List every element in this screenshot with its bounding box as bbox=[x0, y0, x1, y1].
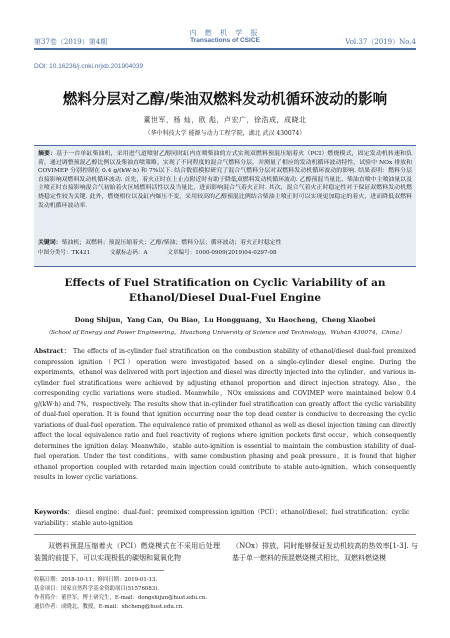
journal-name-cn: 内 燃 机 学 报 bbox=[189, 29, 261, 37]
abstract-box-cn bbox=[34, 145, 416, 267]
body-text-right: （NOx）排放，同时能够保证发动机较高的热效率[1-3]. 与基于单一燃料的预混燃烧模式相比，双燃料燃烧模 bbox=[232, 542, 418, 562]
volume-issue-cn: 第37卷（2019）第4期 bbox=[34, 38, 108, 46]
footnote-rule bbox=[34, 570, 164, 571]
abstract-text-cn: 基于一台单缸柴油机，采用进气道喷射乙醇同时缸内直喷柴油的方式实现双燃料预混压缩着火（PCI）燃烧模式，固定发动机转速和负荷，通过调整预混乙醇比例以及柴油直喷策略，实现了不同程度的混合气燃料分层，并测量了相应的发动机循环波动特性，试验中 NOx 排放和 COVIMEP 分别控制在 0.4 g/(kW·h) 和 7%以下. 结合数值模拟研究了混合气燃料分层对双燃料发动机循环波动的影响. 结果表明：燃料分层直接影响双燃料发动机循环波动. 首先，着火正时在上止点附近时有助于降低双燃料发动机循环波动. 乙醇预混当量比、柴油直喷中主喷油量以及主喷正时直接影响混合气初始着火区域燃料活性以及当量比，进而影响混合气着火正时. 其次，混合气着火正时稳定性对于保证双燃料发动机燃烧稳定性较为关键. 此外，燃烧相位以及缸内爆压不变，采用较高的乙醇预混比例结合柴油主喷正时可以实现更加稳定的着火，进而降低双燃料发动机循环波动率. bbox=[38, 151, 413, 209]
keywords-text-en: diesel engine；dual-fuel；premixed compression ignition（PCI）；ethanol/diesel；fuel stratification；cyclic variability；stable auto-ignition bbox=[34, 509, 410, 527]
volume-issue-en: Vol.37（2019）No.4 bbox=[345, 38, 416, 46]
keywords-label-cn: 关键词： bbox=[38, 239, 62, 246]
doi[interactable]: DOI: 10.16236/j.cnki.nrjxb.201904039 bbox=[34, 63, 144, 70]
keywords-text-cn: 柴油机；双燃料；预混压缩着火；乙醇/柴油；燃料分层；循环波动；着火正时稳定性 bbox=[61, 240, 282, 246]
abstract-text-en: The effects of in-cylinder fuel stratification on the combustion stability of ethanol/diesel dual-fuel premixed compression ignition（PCI）operation were investigated based on a single-cylinder diesel engine. During the experiments，ethanol was delivered with port injection and diesel was directly injected into the cylinder，and various in-cylinder fuel stratifications were achieved by adjusting ethanol proportion and direct injection strategy. Also，the corresponding cyclic variations were studied. Meanwhile，NOx emissions and COVIMEP were maintained below 0.4 g/(kW·h) and 7%，respectively. The results show that in-cylinder fuel stratification can greatly affect the cyclic variability of dual-fuel operation. It is found that ignition occurring near the top dead center is conducive to decreasing the cyclic variations of dual-fuel operation. The equivalence ratio of premixed ethanol as well as diesel injection timing can directly affect the local equivalence ratio and fuel reactivity of regions where ignition pockets first occur，which consequently determines the ignition delay. Meanwhile，stable auto-ignition is essential to maintain the combustion stability of dual-fuel operation. Under the test conditions，with same combustion phasing and peak pressure，it is found that higher ethanol proportion coupled with retarded main injection could contribute to stable auto-ignition，which consequently results in lower cyclic variations. bbox=[34, 348, 416, 481]
paper-title-en: Effects of Fuel Stratification on Cyclic Variability of an Ethanol/Diesel Dual-Fuel Engine bbox=[64, 277, 386, 304]
keywords-cn bbox=[38, 239, 412, 247]
abstract-cn bbox=[38, 150, 412, 210]
article-number: 文章编号：1000-0909(2019)04-0297-08 bbox=[167, 250, 277, 256]
footnote-corresponding: 通信作者：成晓北，教授，E-mail：xbcheng@hust.edu.cn. bbox=[34, 604, 184, 610]
affiliation-cn: （华中科技大学 能源与动力工程学院，湖北 武汉 430074） bbox=[144, 130, 306, 137]
keywords-label-en: Keywords： bbox=[34, 509, 74, 516]
journal-name-en: Transactions of CSICE bbox=[190, 37, 260, 44]
footnote-author: 作者简介：董世军，博士研究生，E-mail：dongshijun@hust.edu.cn. bbox=[34, 595, 208, 601]
classification-line bbox=[38, 249, 412, 257]
affiliation-en: （School of Energy and Power Engineering，Huazhong University of Science and Technology，Wuhan 430074，China） bbox=[45, 330, 405, 336]
journal-header bbox=[34, 6, 416, 50]
header-rule bbox=[34, 48, 416, 50]
abstract-label-cn: 摘要： bbox=[38, 150, 57, 157]
authors-en: Dong Shijun，Yang Can，Ou Biao，Lu Hongguang，Xu Haocheng，Cheng Xiaobei bbox=[74, 316, 376, 324]
abstract-en bbox=[34, 347, 416, 484]
keywords-en bbox=[34, 508, 416, 529]
clc-number: 中图分类号：TK421 bbox=[38, 250, 91, 256]
authors-cn: 董世军，杨 灿，欧 彪，卢宏广，徐浩成，成晓北 bbox=[143, 116, 307, 124]
abstract-label-en: Abstract： bbox=[34, 348, 71, 355]
document-code: 文献标志码：A bbox=[109, 250, 148, 256]
section-rule bbox=[34, 534, 416, 535]
footnotes bbox=[34, 576, 416, 612]
footnote-received: 收稿日期：2018-10-11；修回日期：2019-01-13. bbox=[34, 577, 158, 583]
paper-title-cn: 燃料分层对乙醇/柴油双燃料发动机循环波动的影响 bbox=[62, 92, 388, 108]
body-text-left: 双燃料预混压缩着火（PCI）燃烧模式在不采用后处理装置的前提下，可以实现极低的碳烟和氮氧化物 bbox=[34, 542, 220, 562]
footnote-fund: 基金项目：国家自然科学基金资助项目(51576083). bbox=[34, 586, 159, 592]
